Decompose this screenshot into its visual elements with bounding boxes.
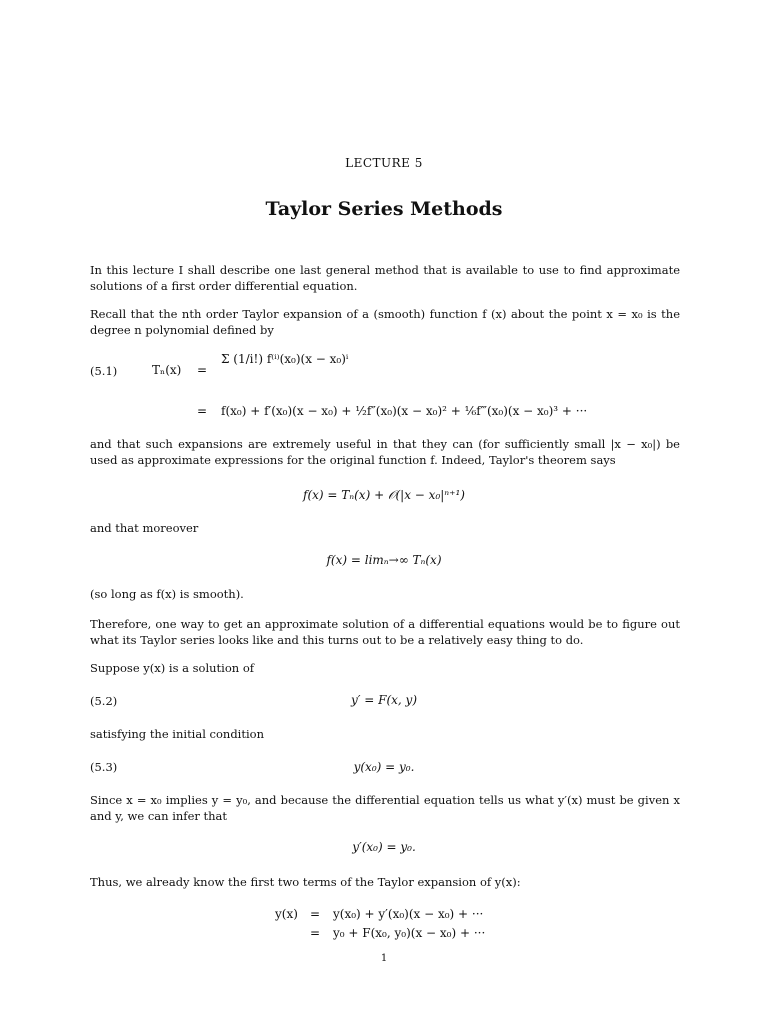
page-title: Taylor Series Methods	[265, 198, 503, 220]
equals-sign: =	[310, 926, 321, 940]
equation-5-2: y′ = F(x, y)	[350, 693, 418, 707]
page-number: 1	[380, 953, 388, 964]
equals-sign: =	[197, 404, 208, 418]
suppose-paragraph: Suppose y(x) is a solution of	[90, 661, 255, 675]
equation-5-1-line2: f(x₀) + f′(x₀)(x − x₀) + ½f″(x₀)(x − x₀)² + ⅙f‴(x₀)(x − x₀)³ + ···	[221, 404, 588, 418]
intro-paragraph: In this lecture I shall describe one last general method that is available to use to find approximate solutions of a first order differential equation.	[90, 263, 680, 293]
equals-sign: =	[197, 363, 208, 377]
equation-5-1-lhs: Tₙ(x)	[152, 363, 182, 377]
equation-5-1-line1: Σ (1/i!) f⁽ⁱ⁾(x₀)(x − x₀)ⁱ	[221, 352, 349, 366]
taylor-theorem-equation: f(x) = Tₙ(x) + 𝒪(|x − x₀|ⁿ⁺¹)	[303, 488, 465, 502]
recall-paragraph: Recall that the nth order Taylor expansion of a (smooth) function f (x) about the point x = x₀ is the degree n polynomial defined by	[90, 307, 680, 337]
smooth-paragraph: (so long as f(x) is smooth).	[90, 587, 244, 601]
yx-line1: y(x₀) + y′(x₀)(x − x₀) + ···	[333, 907, 484, 921]
lecture-label: LECTURE 5	[345, 156, 423, 170]
equation-5-2-label: (5.2)	[90, 694, 118, 708]
since-paragraph: Since x = x₀ implies y = y₀, and because the differential equation tells us what y′(x) must be given x and y, we can infer that	[90, 793, 680, 823]
thus-paragraph: Thus, we already know the first two terms of the Taylor expansion of y(x):	[90, 875, 521, 889]
yx-lhs: y(x)	[275, 907, 298, 921]
equals-sign: =	[310, 907, 321, 921]
useful-paragraph: and that such expansions are extremely useful in that they can (for sufficiently small |x − x₀|) be used as approximate expressions for the original function f. Indeed, Taylor's theorem says	[90, 437, 680, 467]
moreover-paragraph: and that moreover	[90, 521, 199, 535]
limit-equation: f(x) = limₙ→∞ Tₙ(x)	[326, 553, 442, 567]
satisfying-paragraph: satisfying the initial condition	[90, 727, 264, 741]
equation-5-3: y(x₀) = y₀.	[353, 760, 415, 774]
yprime-equation: y′(x₀) = y₀.	[352, 840, 416, 854]
yx-line2: y₀ + F(x₀, y₀)(x − x₀) + ···	[333, 926, 486, 940]
equation-5-3-label: (5.3)	[90, 760, 118, 774]
equation-5-1-label: (5.1)	[90, 364, 118, 378]
therefore-paragraph: Therefore, one way to get an approximate solution of a differential equations would be to figure out what its Taylor series looks like and this turns out to be a relatively easy thing to do.	[90, 617, 680, 647]
